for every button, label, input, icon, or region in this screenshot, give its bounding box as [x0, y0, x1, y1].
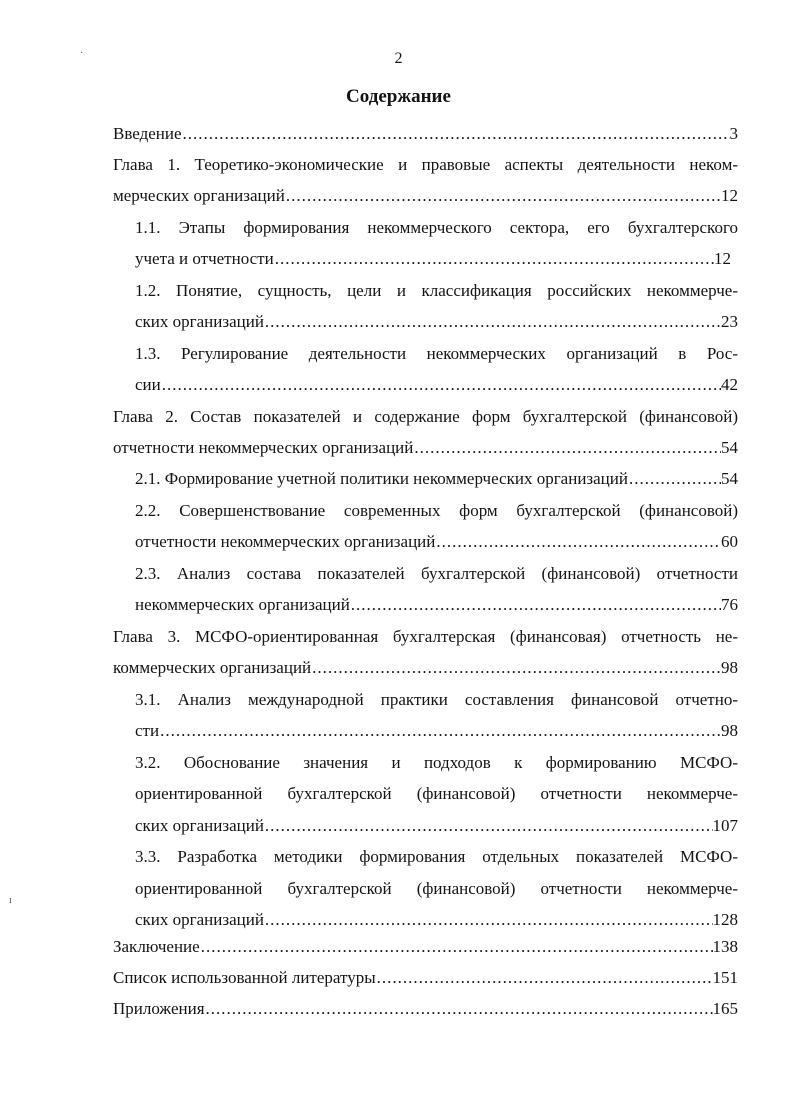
dot-leader [182, 118, 730, 150]
page-ref: 54 [721, 438, 738, 457]
dot-leader [161, 369, 721, 401]
toc-chapter-3-line-2[interactable]: коммерческих организаций ..... 98 [113, 652, 738, 684]
toc-chapter-1-line-1[interactable]: Глава 1. Теоретико-экономические и правовые аспекты деятельности неком- [113, 155, 738, 174]
toc-section-3-3-line-3[interactable]: ских организаций ..... 128 [135, 904, 738, 936]
dot-leader [264, 306, 721, 338]
dot-leader [200, 931, 713, 963]
page-ref: 60 [721, 532, 738, 551]
page-title: Содержание [346, 86, 451, 107]
dot-leader [435, 526, 721, 558]
page-ref: 98 [721, 658, 738, 677]
dot-leader [376, 962, 713, 994]
toc-section-3-2-line-2[interactable]: ориентированной бухгалтерской (финансовой) отчетности некоммерче- [135, 784, 738, 803]
toc-section-3-3-line-2[interactable]: ориентированной бухгалтерской (финансовой) отчетности некоммерче- [135, 879, 738, 898]
toc-section-1-2-line-1[interactable]: 1.2. Понятие, сущность, цели и классификация российских некоммерче- [135, 281, 738, 300]
toc-section-1-1-line-1[interactable]: 1.1. Этапы формирования некоммерческого сектора, его бухгалтерского [135, 218, 738, 237]
toc-section-1-3-line-1[interactable]: 1.3. Регулирование деятельности некоммерческих организаций в Рос- [135, 344, 738, 363]
dot-leader [264, 810, 713, 842]
toc-chapter-3-line-1[interactable]: Глава 3. МСФО-ориентированная бухгалтерская (финансовая) отчетность не- [113, 627, 738, 646]
dot-leader [413, 432, 721, 464]
page-ref: 12 [714, 249, 731, 268]
page-ref: 165 [712, 999, 738, 1018]
dot-leader [205, 993, 713, 1025]
toc-section-1-3-line-2[interactable]: сии ..... 42 [135, 369, 738, 401]
page-ref: 138 [712, 937, 738, 956]
page-number: 2 [394, 50, 403, 67]
page-ref: 23 [721, 312, 738, 331]
toc-section-3-2-line-3[interactable]: ских организаций ..... 107 [135, 810, 738, 842]
dot-leader [274, 243, 714, 275]
toc-section-3-3-line-1[interactable]: 3.3. Разработка методики формирования отдельных показателей МСФО- [135, 847, 738, 866]
page-ref: 151 [712, 968, 738, 987]
scan-margin-mark: ı [9, 895, 12, 906]
dot-leader [159, 715, 721, 747]
toc-entry-appendices[interactable]: Приложения ..... 165 [113, 993, 738, 1025]
page-ref: 12 [721, 186, 738, 205]
toc-section-3-1-line-2[interactable]: сти ..... 98 [135, 715, 738, 747]
page-ref: 3 [729, 124, 738, 143]
toc-chapter-1-line-2[interactable]: мерческих организаций ..... 12 [113, 180, 738, 212]
dot-leader [311, 652, 721, 684]
page-ref: 98 [721, 721, 738, 740]
page-ref: 42 [721, 375, 738, 394]
toc-section-1-2-line-2[interactable]: ских организаций ..... 23 [135, 306, 738, 338]
toc-section-2-1[interactable]: 2.1. Формирование учетной политики некоммерческих организаций ..... 54 [135, 463, 738, 495]
toc-section-1-1-line-2[interactable]: учета и отчетности ..... 12 [135, 243, 731, 275]
toc-section-2-2-line-1[interactable]: 2.2. Совершенствование современных форм бухгалтерской (финансовой) [135, 501, 738, 520]
dot-leader [350, 589, 721, 621]
toc-section-2-3-line-1[interactable]: 2.3. Анализ состава показателей бухгалтерской (финансовой) отчетности [135, 564, 738, 583]
page-ref: 128 [712, 910, 738, 929]
toc-chapter-2-line-1[interactable]: Глава 2. Состав показателей и содержание форм бухгалтерской (финансовой) [113, 407, 738, 426]
dot-leader [285, 180, 721, 212]
page-ref: 107 [712, 816, 738, 835]
toc-section-3-1-line-1[interactable]: 3.1. Анализ международной практики составления финансовой отчетно- [135, 690, 738, 709]
toc-entry-references[interactable]: Список использованной литературы ..... 151 [113, 962, 738, 994]
scan-speck-mark: · [80, 48, 84, 59]
toc-entry-intro[interactable]: Введение ..... 3 [113, 118, 738, 150]
toc-section-3-2-line-1[interactable]: 3.2. Обоснование значения и подходов к формированию МСФО- [135, 753, 738, 772]
toc-chapter-2-line-2[interactable]: отчетности некоммерческих организаций ..... 54 [113, 432, 738, 464]
page-ref: 76 [721, 595, 738, 614]
toc-section-2-2-line-2[interactable]: отчетности некоммерческих организаций ..... 60 [135, 526, 738, 558]
page-ref: 54 [721, 469, 738, 488]
toc-entry-conclusion[interactable]: Заключение ..... 138 [113, 931, 738, 963]
toc-section-2-3-line-2[interactable]: некоммерческих организаций ..... 76 [135, 589, 738, 621]
dot-leader [628, 463, 721, 495]
